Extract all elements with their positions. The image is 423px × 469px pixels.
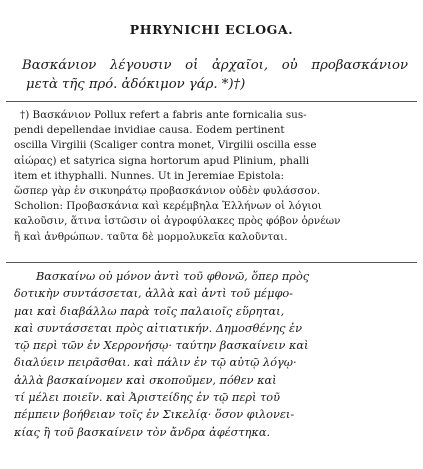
lemma-heading — [22, 56, 408, 94]
lemma-line: μετὰ τῆς πρό. ἀδόκιμον γάρ. *)†) — [26, 77, 246, 92]
section-divider — [6, 262, 417, 263]
footnote-line: oscilla Virgilii (Scaliger contra monet, Virgilii oscilla esse — [14, 139, 317, 152]
section-divider — [6, 101, 417, 102]
text-line: μαι καὶ διαβάλλω παρὰ τοῖς παλαιοῖς εὕρηται, — [14, 304, 285, 318]
text-line: ἀλλὰ βασκαίνομεν καὶ σκοποῦμεν, πόθεν καὶ — [14, 373, 277, 387]
footnote-line: †) Βασκάνιον Pollux refert a fabris ante fornicalia sus- — [20, 109, 307, 121]
text-line: διαλύειν πειρᾶσθαι. καὶ πάλιν ἐν τῷ αὐτῷ λόγῳ· — [14, 356, 297, 370]
text-line: καὶ συντάσσεται πρὸς αἰτιατικήν. Δημοσθένης ἐν — [14, 321, 302, 335]
footnote-line: αἰώρας) et satyrica signa hortorum apud Plinium, phalli — [14, 154, 310, 167]
running-head-title: PHRYNICHI ECLOGA. — [129, 22, 294, 37]
footnote-line: ἢ καὶ ἀνθρώπων. ταῦτα δὲ μορμολυκεῖα καλοῦνται. — [14, 230, 288, 243]
footnote-block — [14, 108, 412, 245]
footnote-line: ὥσπερ γὰρ ἐν σικυηράτῳ προβασκάνιον οὐδὲν φυλάσσον. — [14, 185, 321, 198]
footnote-line: Scholion: Προβασκάνια καὶ κερέμβηλα Ἑλλήνων οἱ λόγιοι — [14, 200, 322, 213]
text-line: Βασκαίνω οὐ μόνον ἀντὶ τοῦ φθονῶ, ὅπερ πρὸς — [36, 270, 310, 283]
text-line: τῷ περὶ τῶν ἐν Χερρονήσῳ· ταύτην βασκαίνειν καὶ — [14, 339, 309, 353]
text-line: τί μέλει ποιεῖν. καὶ Ἀριστείδης ἐν τῷ περὶ τοῦ — [14, 391, 280, 405]
main-text-block — [14, 268, 413, 441]
text-line: κίας ἢ τοῦ βασκαίνειν τὸν ἄνδρα ἀφέστηκα. — [14, 425, 271, 439]
footnote-line: item et ithyphalli. Nunnes. Ut in Jeremiae Epistola: — [14, 169, 285, 182]
footnote-line: καλοῦσιν, ἅτινα ἱστῶσιν οἱ ἀγροφύλακες πρὸς φόβον ὀρνέων — [14, 215, 341, 228]
text-line: δοτικὴν συντάσσεται, ἀλλὰ καὶ ἀντὶ τοῦ μέμφο- — [14, 287, 293, 301]
lemma-line: Βασκάνιον λέγουσιν οἱ ἀρχαῖοι, οὐ προβασκάνιον — [22, 58, 408, 73]
footnote-line: pendi depellendae invidiae causa. Eodem pertinent — [14, 124, 285, 137]
text-line: πέμπειν βοήθειαν τοῖς ἐν Σικελίᾳ· ὅσον φιλονει- — [14, 408, 295, 422]
